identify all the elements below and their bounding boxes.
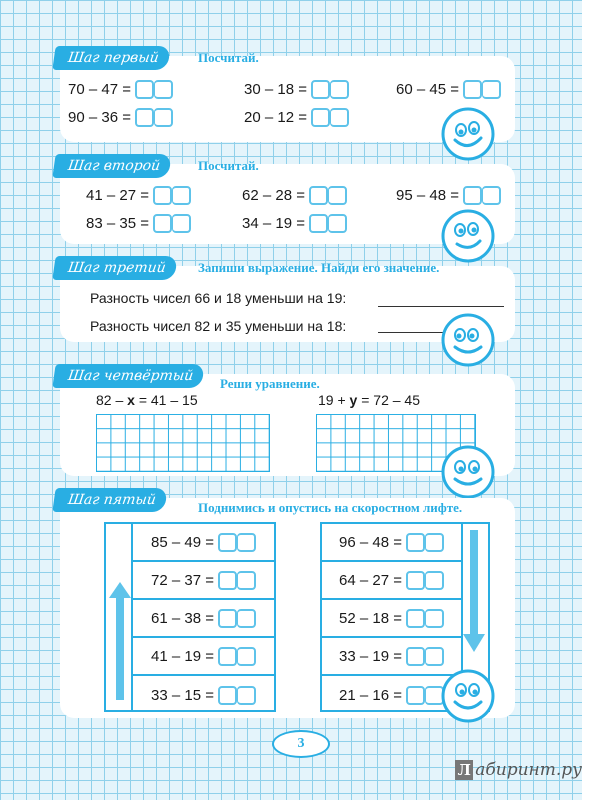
task-text: Разность чисел 66 и 18 уменьши на 19: (90, 290, 347, 306)
answer-boxes[interactable] (218, 686, 256, 705)
answer-boxes[interactable] (463, 80, 501, 99)
elevator-floor: 21 – 16 = (322, 676, 461, 714)
exercise: 83 – 35 = (86, 214, 191, 233)
equation: 19 + y = 72 – 45 (318, 392, 420, 408)
exercise: 70 – 47 = (68, 80, 173, 99)
page-number: 3 (272, 730, 330, 758)
answer-boxes[interactable] (218, 533, 256, 552)
answer-boxes[interactable] (463, 186, 501, 205)
up-elevator (104, 522, 276, 712)
elevator-floor: 85 – 49 = (133, 524, 274, 562)
exercise: 60 – 45 = (396, 80, 501, 99)
watermark-logo: Л (455, 760, 473, 780)
elevator-floor: 33 – 15 = (133, 676, 274, 714)
arrow-up-icon (109, 582, 131, 700)
answer-boxes[interactable] (406, 609, 444, 628)
exercise: 41 – 27 = (86, 186, 191, 205)
step-4-instruction: Реши уравнение. (220, 376, 320, 391)
exercise: 62 – 28 = (242, 186, 347, 205)
answer-boxes[interactable] (135, 80, 173, 99)
equation: 82 – x = 41 – 15 (96, 392, 198, 408)
answer-boxes[interactable] (218, 609, 256, 628)
elevator-floor: 96 – 48 = (322, 524, 461, 562)
step-3-instruction: Запиши выражение. Найди его значение. (198, 260, 440, 275)
answer-boxes[interactable] (309, 214, 347, 233)
smiley-icon (440, 444, 496, 500)
answer-boxes[interactable] (135, 108, 173, 127)
smiley-icon (440, 668, 496, 724)
task-text: Разность чисел 82 и 35 уменьши на 18: (90, 318, 347, 334)
answer-boxes[interactable] (309, 186, 347, 205)
elevator-floor: 64 – 27 = (322, 562, 461, 600)
elevator-floor: 52 – 18 = (322, 600, 461, 638)
exercise: 90 – 36 = (68, 108, 173, 127)
step-5-label: Шаг пятый (52, 488, 167, 512)
arrow-down-icon (463, 530, 485, 652)
elevator-floor: 72 – 37 = (133, 562, 274, 600)
exercise: 95 – 48 = (396, 186, 501, 205)
exercise: 20 – 12 = (244, 108, 349, 127)
answer-boxes[interactable] (153, 214, 191, 233)
exercise: 34 – 19 = (242, 214, 347, 233)
watermark (455, 760, 582, 780)
step-3-label: Шаг третий (52, 256, 177, 280)
elevator-floor: 41 – 19 = (133, 638, 274, 676)
smiley-icon (440, 312, 496, 368)
step-4-label: Шаг четвёртый (52, 364, 205, 388)
solution-grid[interactable] (96, 414, 270, 472)
step-2-instruction: Посчитай. (198, 158, 259, 173)
answer-boxes[interactable] (311, 108, 349, 127)
answer-boxes[interactable] (406, 686, 444, 705)
exercise: 30 – 18 = (244, 80, 349, 99)
answer-boxes[interactable] (406, 533, 444, 552)
smiley-icon (440, 106, 496, 162)
answer-boxes[interactable] (218, 647, 256, 666)
elevator-floor: 33 – 19 = (322, 638, 461, 676)
answer-boxes[interactable] (406, 571, 444, 590)
step-1-instruction: Посчитай. (198, 50, 259, 65)
answer-boxes[interactable] (153, 186, 191, 205)
answer-line[interactable] (378, 306, 504, 307)
step-2-label: Шаг второй (52, 154, 171, 178)
answer-boxes[interactable] (218, 571, 256, 590)
answer-boxes[interactable] (311, 80, 349, 99)
elevator-floor: 61 – 38 = (133, 600, 274, 638)
watermark-text: абиринт.ру (475, 760, 582, 780)
answer-boxes[interactable] (406, 647, 444, 666)
step-1-label: Шаг первый (52, 46, 170, 70)
step-5-instruction: Поднимись и опустись на скоростном лифте. (198, 500, 463, 515)
smiley-icon (440, 208, 496, 264)
